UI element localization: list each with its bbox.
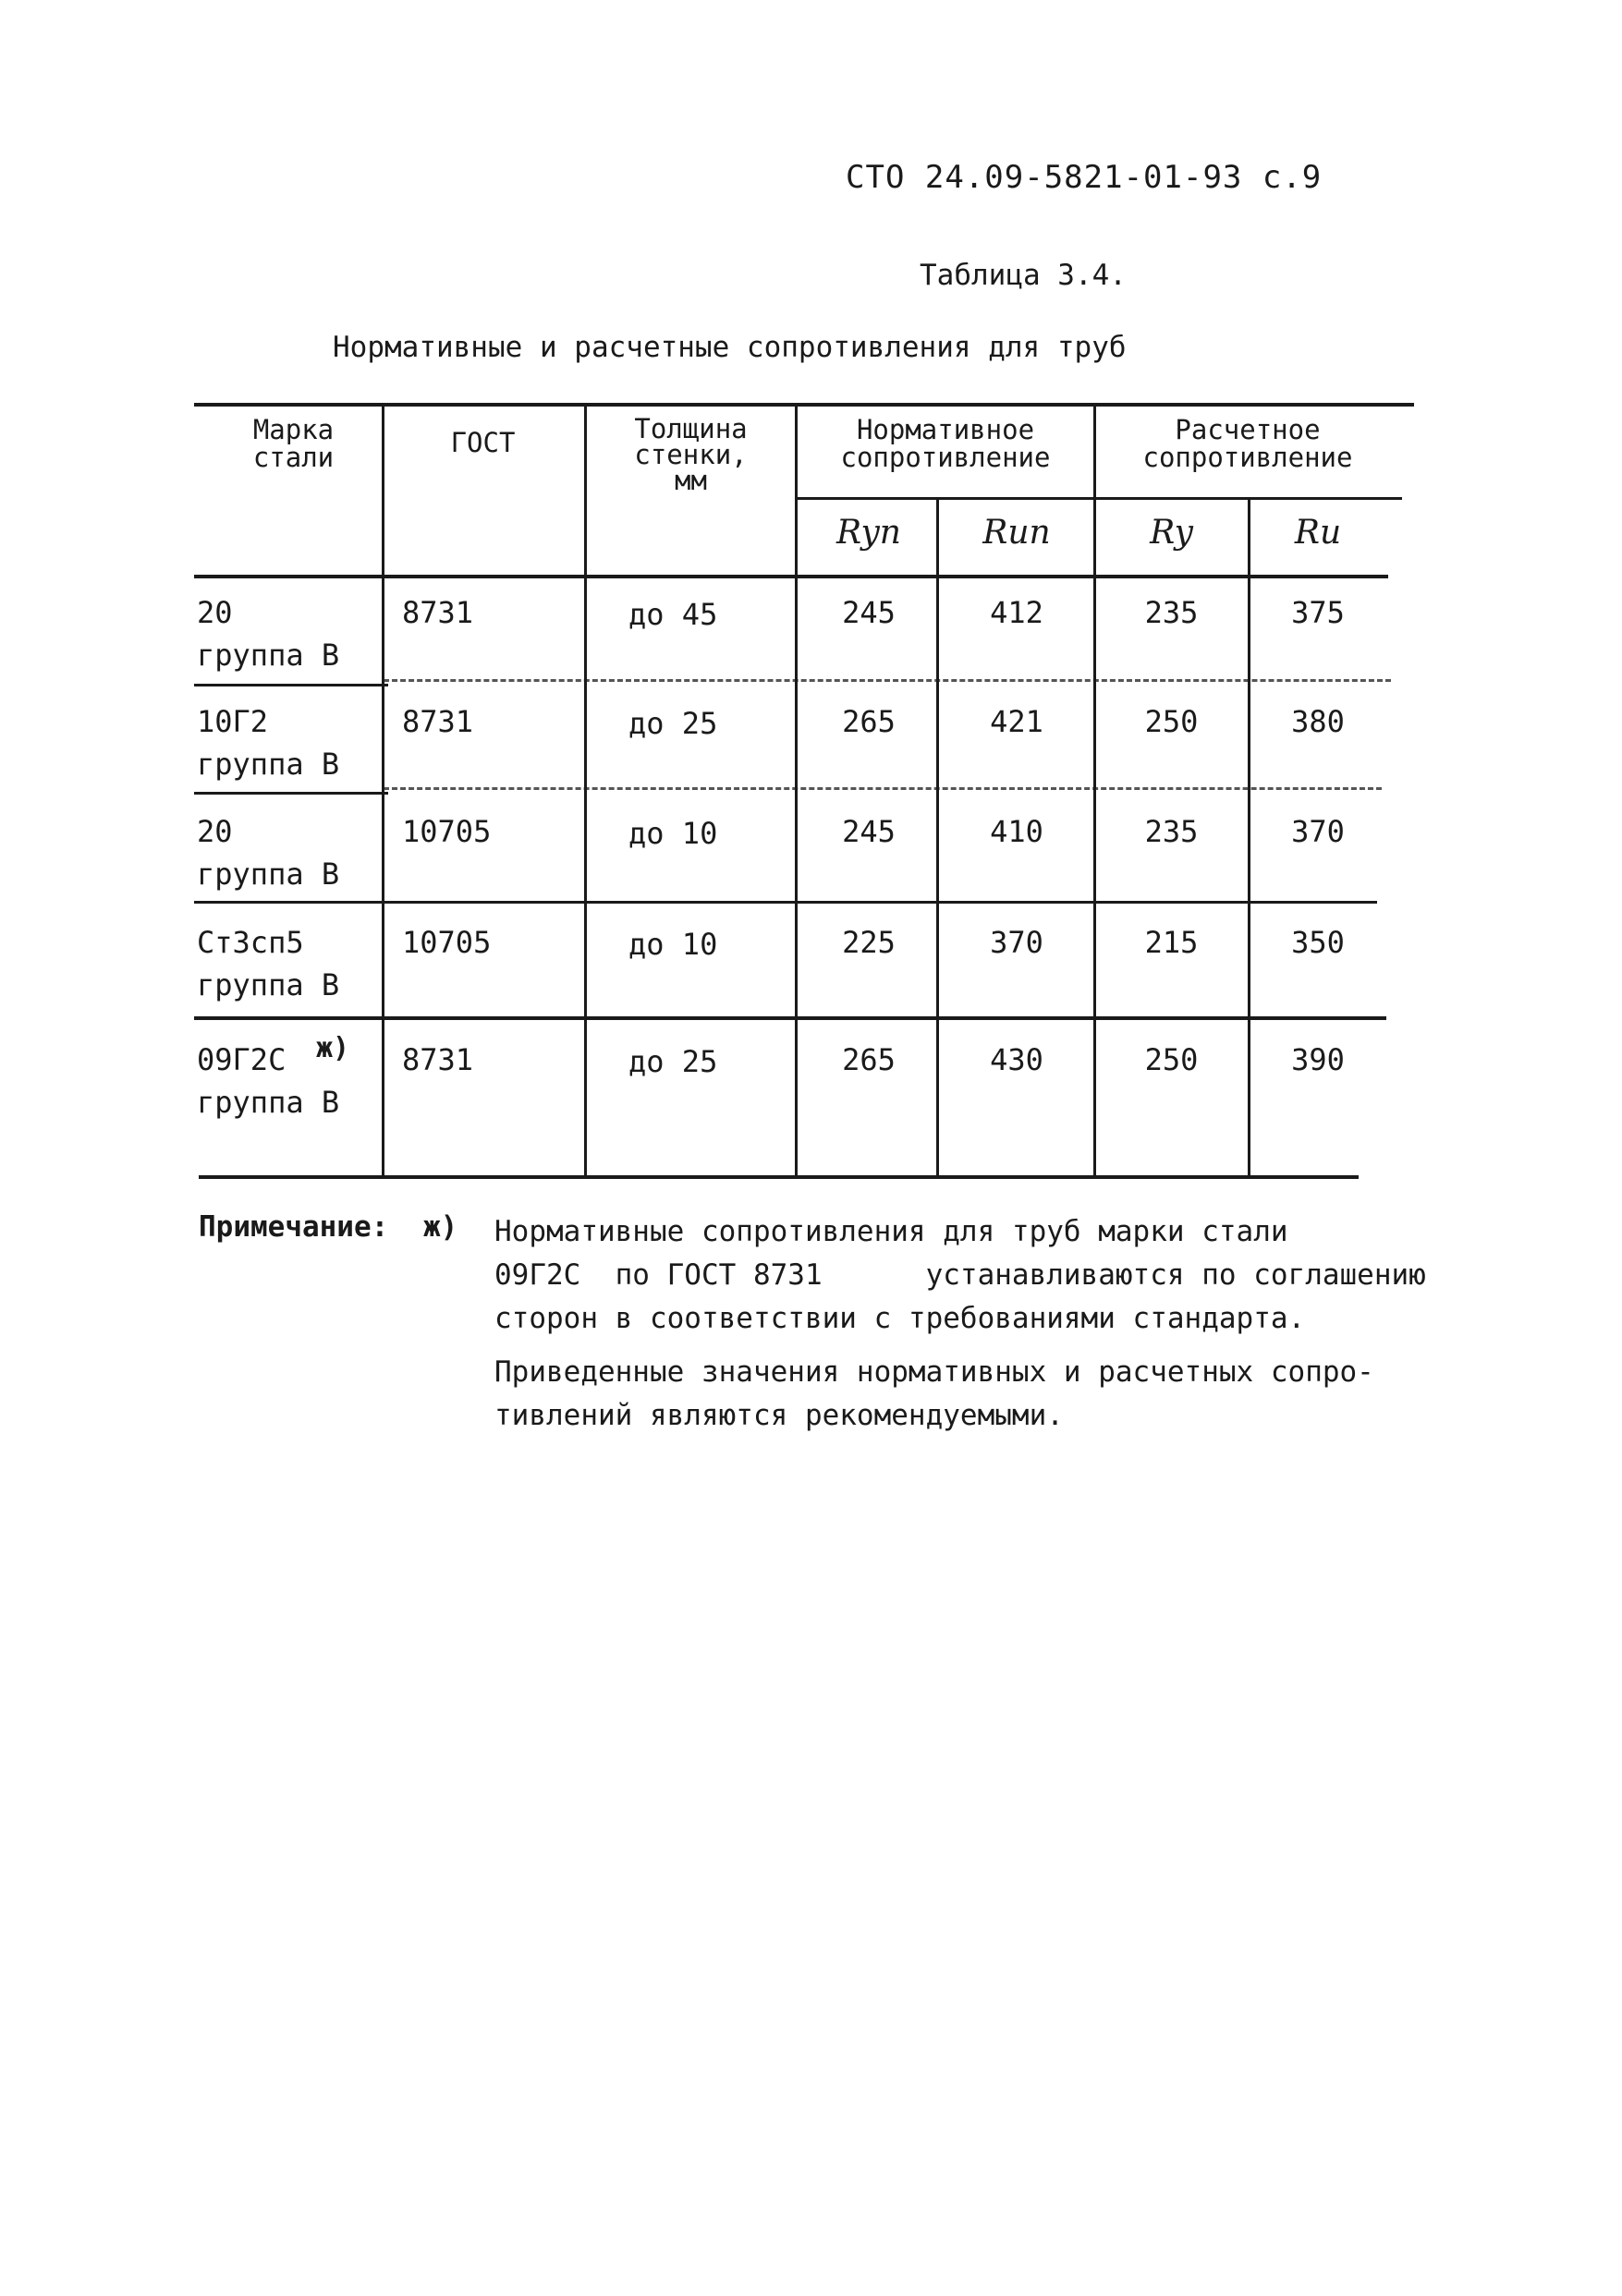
col-divider-6 — [1248, 497, 1250, 1175]
cell-run: 421 — [990, 704, 1043, 739]
note-line: 09Г2С по ГОСТ 8731 устанавливаются по соглашению — [494, 1258, 1426, 1292]
header-design — [1100, 416, 1396, 471]
cell-steel — [197, 921, 339, 1006]
header-gost: ГОСТ — [450, 427, 516, 458]
cell-gost: 8731 — [402, 595, 474, 630]
col-divider-5 — [1093, 403, 1096, 1175]
cell-ry: 235 — [1144, 595, 1199, 630]
cell-gost: 8731 — [402, 1042, 474, 1077]
header-steel — [213, 416, 374, 471]
header-normative-line: Нормативное — [856, 414, 1035, 445]
steel-grade: Ст3сп5 — [197, 925, 304, 960]
cell-ru: 380 — [1291, 704, 1345, 739]
header-thickness — [591, 413, 790, 496]
col-divider-3 — [795, 403, 798, 1175]
cell-ry: 250 — [1144, 1042, 1199, 1077]
cell-ryn: 245 — [842, 595, 896, 630]
header-thickness-line: стенки, — [634, 439, 748, 470]
header-thickness-line: мм — [675, 465, 707, 496]
steel-grade: 20 — [197, 595, 233, 630]
steel-group: группа В — [197, 1085, 340, 1120]
col-divider-4 — [936, 497, 939, 1175]
cell-thickness: до 25 — [628, 706, 718, 741]
cell-gost: 8731 — [402, 704, 474, 739]
steel-group: группа В — [197, 638, 340, 673]
row-separator-1 — [384, 679, 1391, 682]
header-normative-line: сопротивление — [840, 442, 1051, 473]
note-line: тивлений являются рекомендуемыми. — [494, 1399, 1064, 1432]
cell-ry: 250 — [1144, 704, 1199, 739]
cell-steel — [197, 810, 339, 895]
note-paragraph-2 — [494, 1351, 1419, 1438]
cell-ru: 375 — [1291, 595, 1345, 630]
cell-run: 370 — [990, 925, 1043, 960]
note-paragraph-1 — [494, 1210, 1426, 1341]
cell-thickness: до 25 — [628, 1044, 718, 1079]
header-design-line: сопротивление — [1142, 442, 1353, 473]
steel-group: группа В — [197, 856, 340, 892]
cell-ryn: 245 — [842, 814, 896, 849]
steel-group: группа В — [197, 747, 340, 782]
col-divider-1 — [382, 407, 384, 1175]
cell-ry: 235 — [1144, 814, 1199, 849]
row-separator-2-solid — [194, 792, 388, 795]
header-normative — [802, 416, 1089, 471]
cell-ru: 390 — [1291, 1042, 1345, 1077]
cell-ryn: 265 — [842, 1042, 896, 1077]
table-top-rule — [194, 403, 1414, 407]
table-number: Таблица 3.4. — [920, 259, 1127, 292]
note-label: Примечание: — [199, 1210, 389, 1244]
cell-run: 410 — [990, 814, 1043, 849]
subheader-ryn: Ryn — [836, 514, 901, 552]
header-design-line: Расчетное — [1175, 414, 1321, 445]
note-footnote-mark: ж) — [423, 1210, 458, 1244]
cell-thickness: до 45 — [628, 597, 718, 632]
col-divider-2 — [584, 407, 587, 1175]
cell-gost: 10705 — [402, 925, 492, 960]
steel-grade: 20 — [197, 814, 233, 849]
steel-grade: 09Г2С — [197, 1042, 287, 1077]
table-title: Нормативные и расчетные сопротивления для труб — [333, 331, 1127, 364]
note-line: сторон в соответствии с требованиями стандарта. — [494, 1302, 1306, 1335]
header-steel-line: Марка — [252, 414, 335, 445]
cell-ry: 215 — [1144, 925, 1199, 960]
cell-thickness: до 10 — [628, 816, 718, 851]
cell-run: 412 — [990, 595, 1043, 630]
note-line: Приведенные значения нормативных и расчетных сопро- — [494, 1355, 1374, 1389]
steel-group: группа В — [197, 967, 340, 1002]
footnote-mark: ж) — [316, 1032, 350, 1064]
cell-thickness: до 10 — [628, 927, 718, 962]
subheader-ru: Ru — [1294, 514, 1342, 552]
document-code: СТО 24.09-5821-01-93 с.9 — [846, 159, 1323, 196]
subheader-ry: Ry — [1150, 514, 1193, 552]
header-bottom-rule — [194, 575, 1388, 578]
table-bottom-rule — [199, 1175, 1359, 1179]
cell-steel — [197, 591, 339, 676]
cell-steel — [197, 700, 339, 785]
row-separator-4 — [194, 1016, 1386, 1020]
subheader-run: Run — [982, 514, 1051, 552]
cell-gost: 10705 — [402, 814, 492, 849]
cell-ru: 350 — [1291, 925, 1345, 960]
header-thickness-line: Толщина — [634, 413, 748, 444]
row-separator-1-solid — [194, 684, 388, 686]
header-subrule — [797, 497, 1402, 500]
cell-run: 430 — [990, 1042, 1043, 1077]
cell-ryn: 225 — [842, 925, 896, 960]
cell-ryn: 265 — [842, 704, 896, 739]
row-separator-2 — [384, 787, 1382, 790]
cell-ru: 370 — [1291, 814, 1345, 849]
note-line: Нормативные сопротивления для труб марки стали — [494, 1215, 1288, 1248]
row-separator-3 — [194, 901, 1377, 904]
steel-grade: 10Г2 — [197, 704, 269, 739]
header-steel-line: стали — [252, 442, 335, 473]
